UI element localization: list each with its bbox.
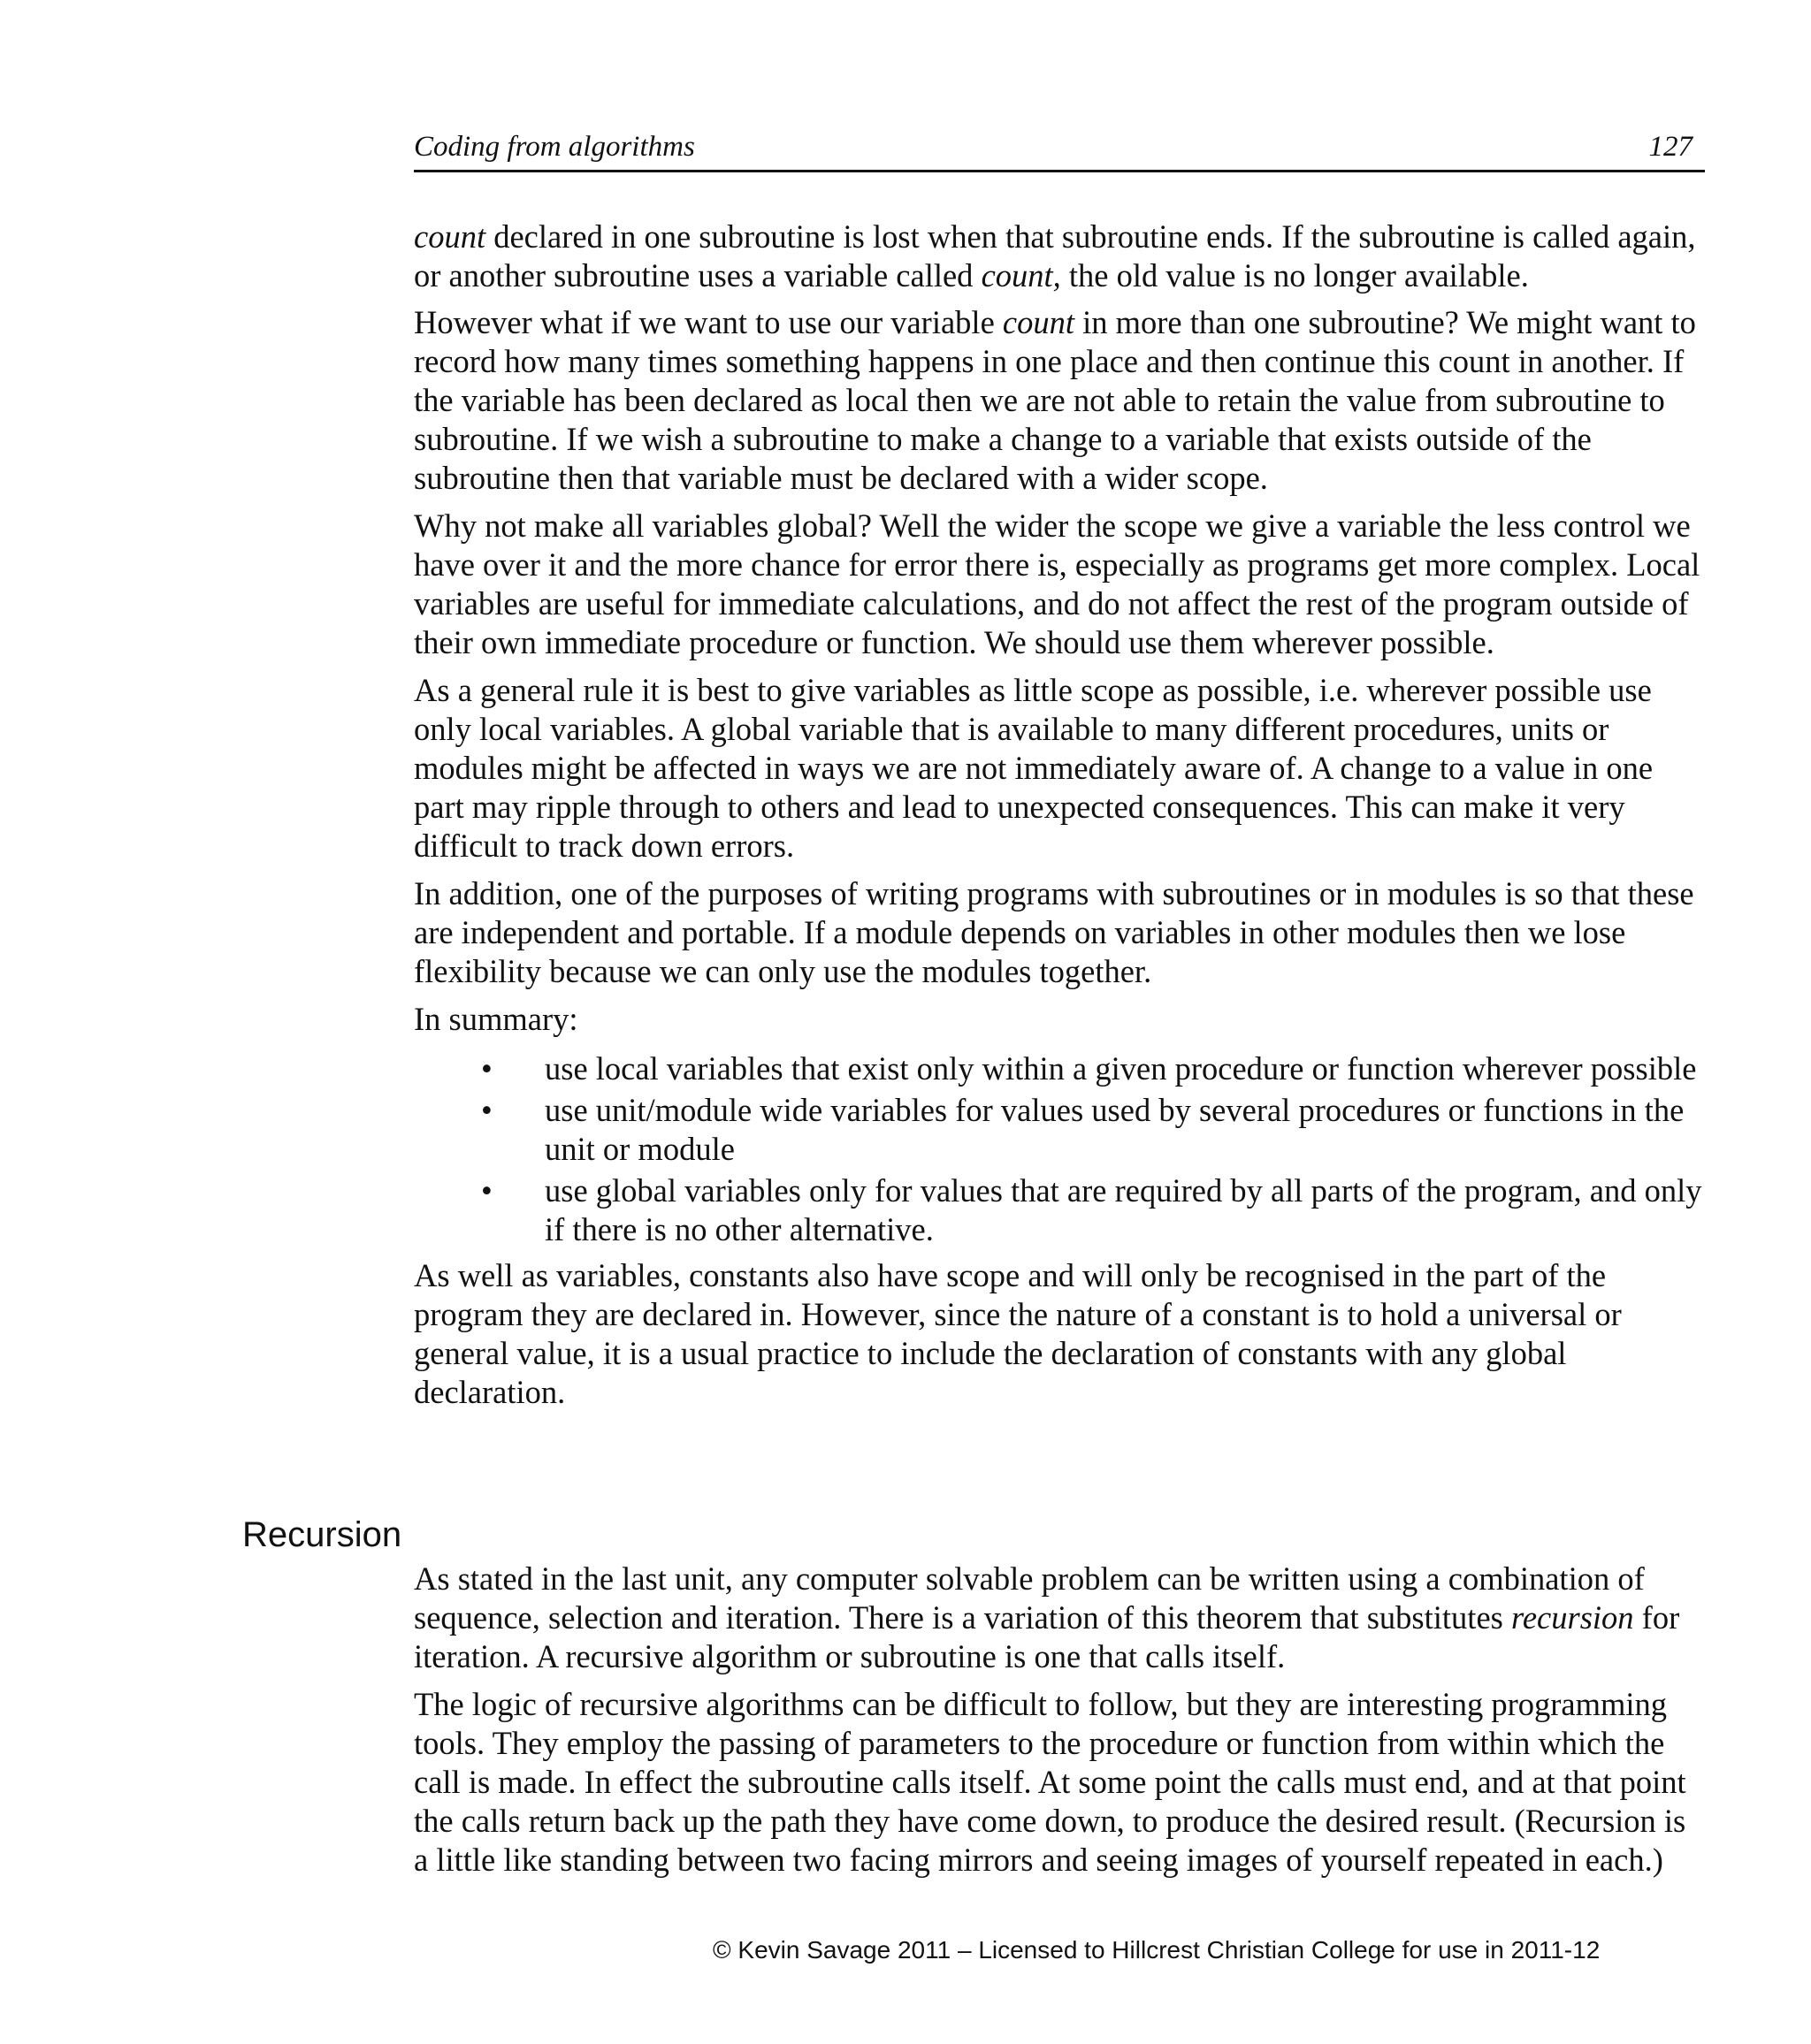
term-count: count [414,218,486,255]
chapter-title: Coding from algorithms [414,131,695,163]
paragraph-recursion-logic: The logic of recursive algorithms can be difficult to follow, but they are interesting programming tools. They employ the passing of parameters to the procedure or function from within which the call is made. In effect the subroutine calls itself. At some point the calls must end, and at that point the calls return back up the path they have come down, to produce the desired result. (Recursion is a little like standing between two facing mirrors and seeing images of yourself repeated in each.) [414,1686,1686,1878]
paragraph-general-rule: As a general rule it is best to give variables as little scope as possible, i.e. wherever possible use only local variables. A global variable that is available to many different procedures, units or modules might be affected in ways we are not immediately aware of. A change to a value in one part may ripple through to others and lead to unexpected consequences. This can make it very difficult to track down errors. [414,672,1654,864]
paragraph-wider-scope: However what if we want to use our variable count in more than one subroutine? We might want to record how many times something happens in one place and then continue this count in another. If the variable has been declared as local then we are not able to retain the value from subroutine to subroutine. If we wish a subroutine to make a change to a variable that exists outside of the subroutine then that variable must be declared with a wider scope. [414,304,1696,496]
paragraph-portability: In addition, one of the purposes of writing programs with subroutines or in modules is so that these are independent and portable. If a module depends on variables in other modules then we lose flexibility because we can only use the modules together. [414,875,1694,989]
list-item: • use local variables that exist only within a given procedure or function wherever possible [481,1050,1697,1087]
term-count: count [1002,304,1074,340]
summary-list [414,1049,1707,1249]
section-heading-recursion: Recursion [242,1515,402,1554]
running-header [414,124,1705,172]
paragraph-count-lost: count declared in one subroutine is lost when that subroutine ends. If the subroutine is called again, or another subroutine uses a variable called count, the old value is no longer available. [414,218,1696,294]
term-recursion: recursion [1510,1599,1634,1636]
paragraph-why-not-global: Why not make all variables global? Well the wider the scope we give a variable the less control we have over it and the more chance for error there is, especially as programs get more complex. Local variables are useful for immediate calculations, and do not affect the rest of the program outside of their own immediate procedure or function. We should use them wherever possible. [414,507,1700,660]
term-count: count, [981,257,1061,294]
bullet-icon: • [481,1050,493,1087]
recursion-section [414,1560,1707,1880]
bullet-icon: • [481,1172,493,1209]
summary-intro: In summary: [414,1001,578,1037]
paragraph-constants-scope: As well as variables, constants also have scope and will only be recognised in the part of the program they are declared in. However, since the nature of a constant is to hold a universal or general value, it is a usual practice to include the declaration of constants with any global declaration. [414,1257,1622,1410]
page-number: 127 [1648,131,1693,163]
scope-section [414,217,1707,1412]
list-item: • use unit/module wide variables for values used by several procedures or functions in the unit or module [481,1092,1685,1167]
list-item: • use global variables only for values that are required by all parts of the program, and only if there is no other alternative. [481,1172,1702,1247]
bullet-icon: • [481,1092,493,1128]
copyright-footer: © Kevin Savage 2011 – Licensed to Hillcrest Christian College for use in 2011-12 [713,1936,1601,1964]
paragraph-recursion-intro: As stated in the last unit, any computer solvable problem can be written using a combination of sequence, selection and iteration. There is a variation of this theorem that substitutes recursion for iteration. A recursive algorithm or subroutine is one that calls itself. [414,1560,1680,1674]
